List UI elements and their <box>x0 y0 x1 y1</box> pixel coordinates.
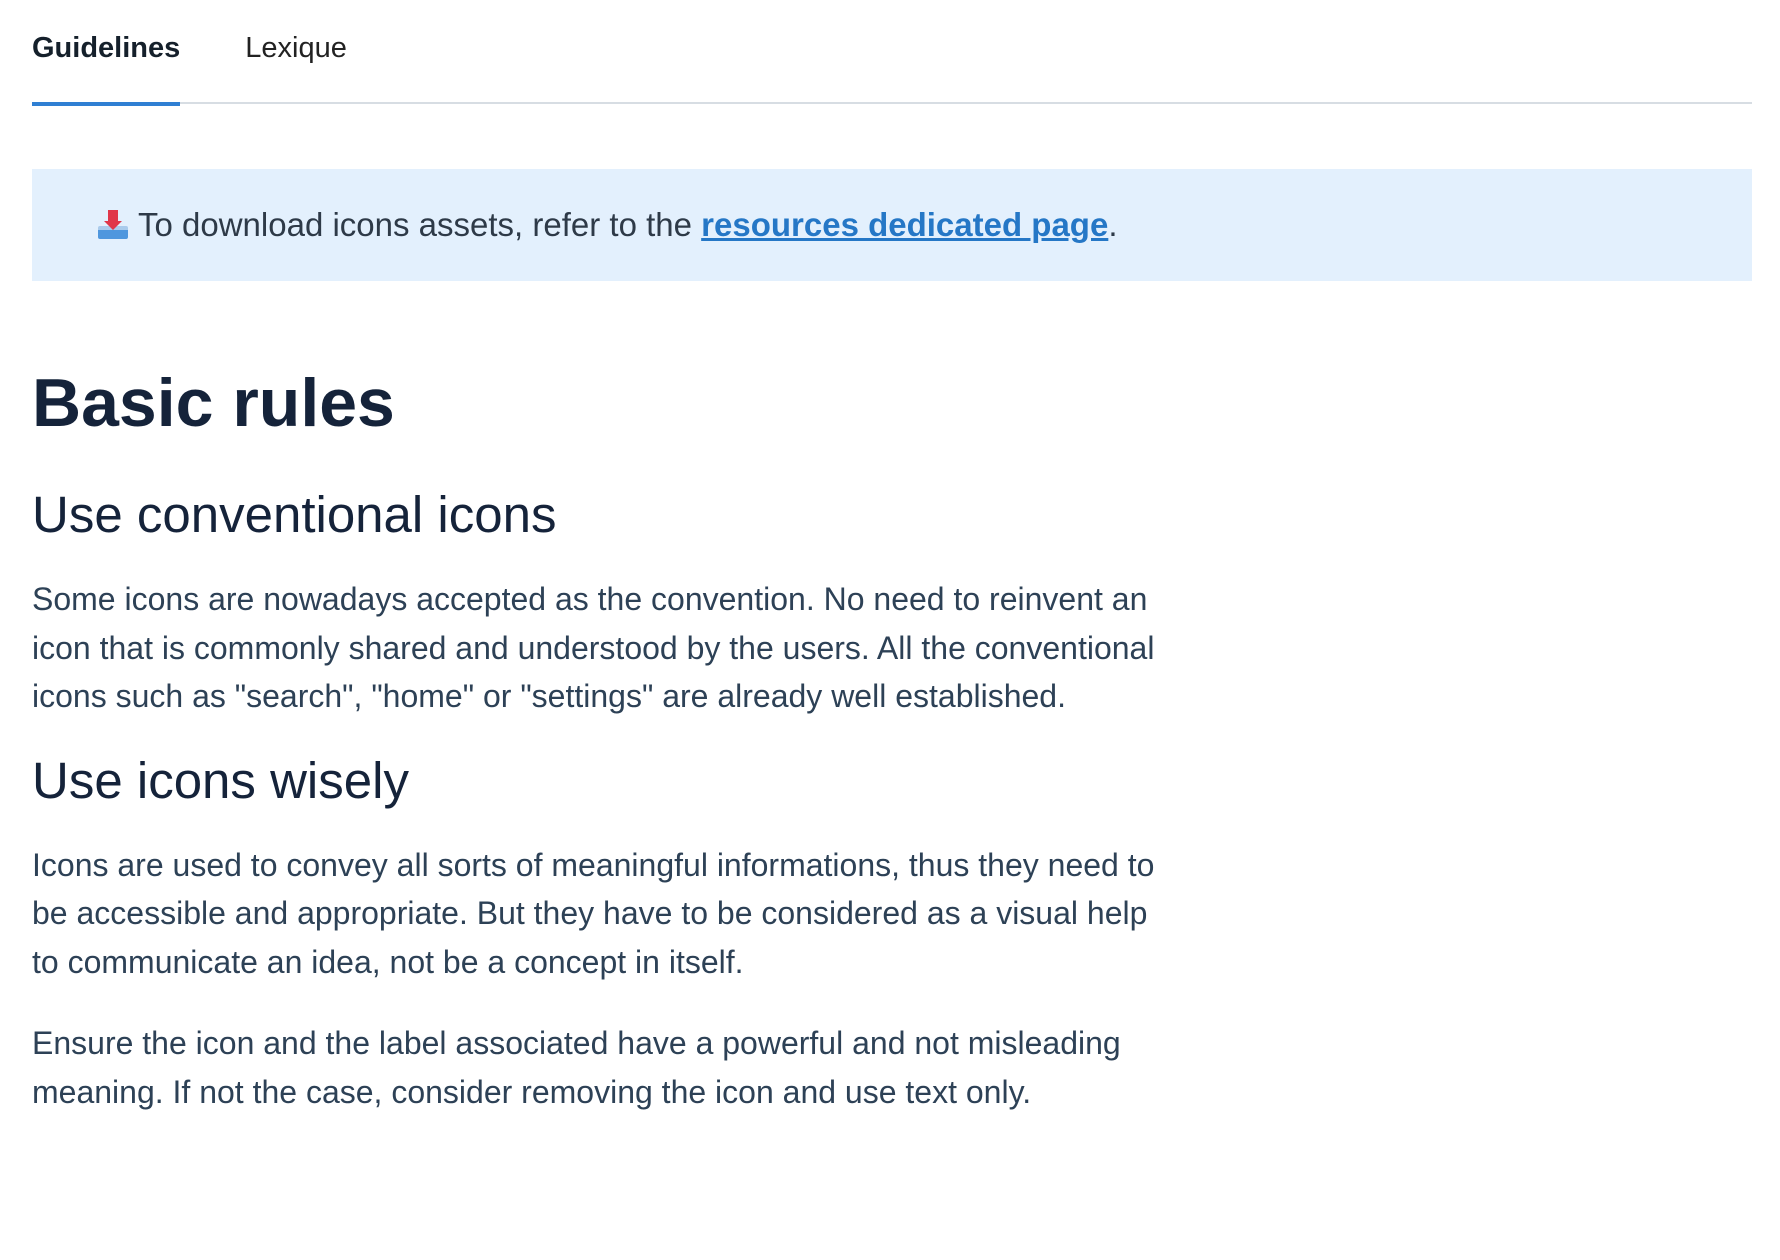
section-paragraph: Ensure the icon and the label associated have a powerful and not misleading meaning. If not the case, consider removing the icon and use text only. <box>32 1025 1121 1110</box>
download-notice <box>32 169 1752 281</box>
section-paragraph: Icons are used to convey all sorts of meaningful informations, thus they need to be accessible and appropriate. But they have to be considered as a visual help to communicate an idea, not be a concept in itself. <box>32 846 1155 980</box>
inbox-tray-download-icon <box>98 210 128 240</box>
section-heading-use-icons-wisely: Use icons wisely <box>32 751 409 809</box>
notice-text-end: . <box>1108 206 1118 243</box>
tab-bar <box>32 0 1752 104</box>
tab-lexique[interactable]: Lexique <box>245 32 347 64</box>
tab-guidelines[interactable]: Guidelines <box>32 0 180 104</box>
notice-text: To download icons assets, refer to the <box>138 206 692 243</box>
page-title: Basic rules <box>32 365 395 441</box>
section-paragraph: Some icons are nowadays accepted as the convention. No need to reinvent an icon that is commonly shared and understood by the users. All the conventional icons such as "search", "home" or "settings" are already well established. <box>32 581 1155 714</box>
resources-page-link[interactable]: resources dedicated page <box>701 206 1109 243</box>
section-heading-conventional-icons: Use conventional icons <box>32 486 557 543</box>
